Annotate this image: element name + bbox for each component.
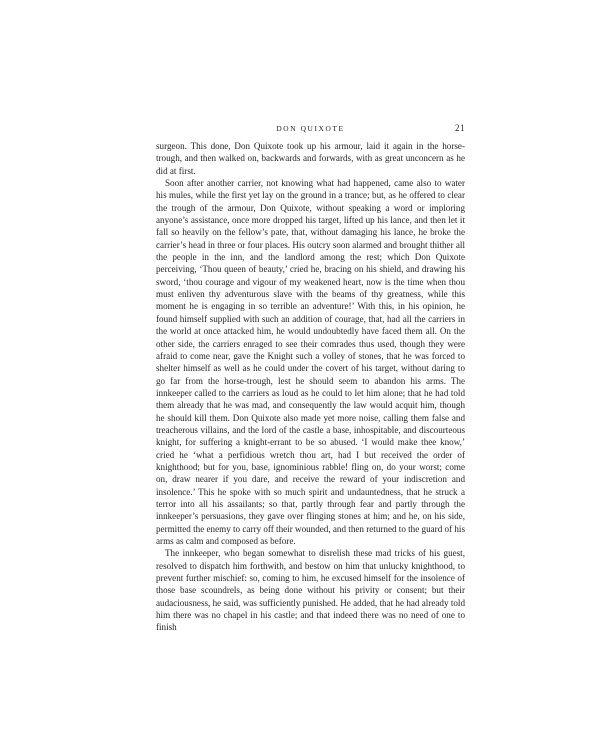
body-text [156,140,465,634]
paragraph-carrier-attack: Soon after another carrier, not knowing what had happened, came also to water his mules, while the first yet lay on the ground in a trance; but, as he offered to clear the trough of the armour, Don Quixote, without speaking a word or imploring anyone’s assistance, once more dropped his target, lifted up his lance, and then let it fall so heavily on the fellow’s pate, that, without damaging his lance, he broke the carrier’s head in three or four places. His outcry soon alarmed and brought thither all the people in the inn, and the landlord among the rest; which Don Quixote perceiving, ‘Thou queen of beauty,’ cried he, bracing on his shield, and drawing his sword, ‘thou courage and vigour of my weakened heart, now is the time when thou must enliven thy adventurous slave with the beams of thy greatness, while this moment he is engaging in so terrible an adventure!’ With this, in his opinion, he found himself supplied with such an addition of courage, that, had all the carriers in the world at once attacked him, he would undoubtedly have faced them all. On the other side, the carriers enraged to see their comrades thus used, though they were afraid to come near, gave the Knight such a volley of stones, that he was forced to shelter himself as well as he could under the covert of his target, without daring to go far from the horse-trough, lest he should seem to abandon his arms. The innkeeper called to the carriers as loud as he could to let him alone; that he had told them already that he was mad, and consequently the law would acquit him, though he should kill them. Don Quixote also made yet more noise, calling them false and treacherous villains, and the lord of the castle a base, inhospitable, and discourteous knight, for suffering a knight-errant to be so abused. ‘I would make thee know,’ cried he ‘what a perfidious wretch thou art, had I but received the order of knighthood; but for you, base, ignominious rabble! fling on, do your worst; come on, draw nearer if you dare, and receive the reward of your indiscretion and insolence.’ This he spoke with so much spirit and undauntedness, that he struck a terror into all his assailants; so that, partly through fear and partly through the innkeeper’s persuasions, they gave over flinging stones at him; and he, on his side, permitted the enemy to carry off their wounded, and then returned to the guard of his arms as calm and composed as before. [156,178,465,546]
running-head [156,122,465,136]
paragraph-continuation: surgeon. This done, Don Quixote took up his armour, laid it again in the horse-trough, and then walked on, backwards and forwards, with as great unconcern as he did at first. [156,141,465,176]
page-number: 21 [455,123,465,133]
running-title: DON QUIXOTE [276,124,345,133]
book-page [156,122,465,634]
paragraph-innkeeper: The innkeeper, who began somewhat to disrelish these mad tricks of his guest, resolved to dispatch him forthwith, and bestow on him that unlucky knighthood, to prevent further mischief: so, coming to him, he excused himself for the insolence of those base scoundrels, as being done without his privity or consent; but their audaciousness, he said, was sufficiently punished. He added, that he had already told him there was no chapel in his castle; and that indeed there was no need of one to finish [156,548,465,633]
